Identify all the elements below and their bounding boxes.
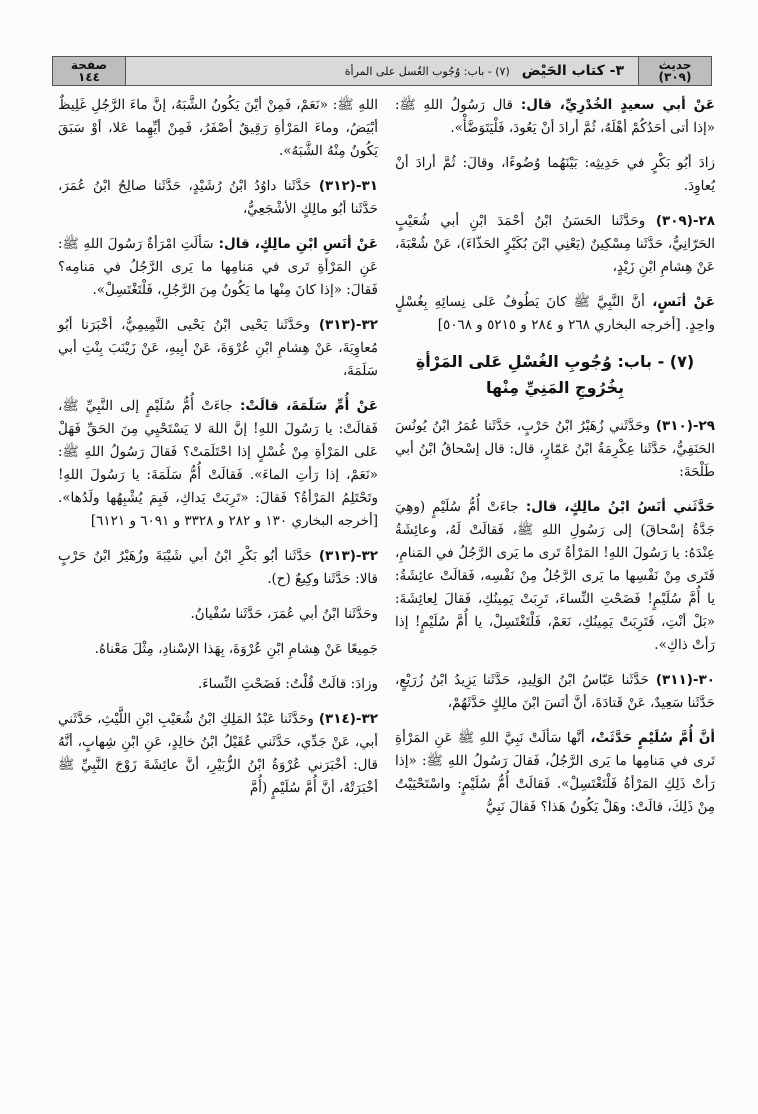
paragraph-text: جاءَتْ أُمُّ سُلَيْمٍ (وهِيَ جَدَّةُ إسْحاقَ) إلى رَسُولِ اللهِ ﷺ، فَقالَتْ لَهُ، وعائِشَةُ عِنْدَهُ: يا رَسُولَ اللهِ! المَرْأةُ تَرى ما يَرى الرَّجُلُ في المَنامِ، فَتَرى مِنْ نَفْسِها ما يَرى الرَّجُلُ مِنْ نَفْسِه، فَقالَتْ عائِشَةُ: يا أُمَّ سُلَيْمٍ! فَضَحْتِ النِّساءَ، تَرِبَتْ يَمِينُكِ، فَقالَ لِعائِشَةَ: «بَلْ أنْتِ، فَتَرِبَتْ يَمِينُكِ، نَعَمْ، فَلْتَغْتَسِلْ، يا أُمَّ سُلَيْمٍ! إذا رَأتْ ذاكِ». [395,499,715,653]
chapter-heading [395,349,715,401]
hadith-paragraph [58,638,378,661]
hadith-paragraph [58,233,378,302]
hadith-paragraph [395,496,715,657]
page-header [52,56,712,86]
bab-title: (٧) - باب: وُجُوب الغُسل على المرأة [344,64,510,78]
paragraph-lead: عَنْ أُمِّ سَلَمَةَ، قالَتْ: [232,398,379,414]
hadith-paragraph [395,415,715,484]
paragraph-text: جاءَتْ أُمُّ سُلَيْمٍ إلى النَّبِيِّ ﷺ، فَقالَتْ: يا رَسُولَ اللهِ! إنَّ اللهَ لا يَسْتَحْيِي مِنَ الحَقِّ فَهَلْ عَلى المَرْأةِ مِنْ غُسْلٍ إذا احْتَلَمَتْ؟ فَقالَ رَسُولُ اللهِ ﷺ: «نَعَمْ، إذا رَأتِ الماءَ». فَقالَتْ أُمُّ سَلَمَةَ: يا رَسُولَ اللهِ! وتَحْتَلِمُ المَرْأةُ؟ فَقالَ: «تَرِبَتْ يَداكِ، فَبِمَ يُشْبِهُها ولَدُها». [أخرجه البخاري ١٣٠ و ٢٨٢ و ٣٣٢٨ و ٦٠٩١ و ٦١٢١] [58,398,378,529]
paragraph-text: حَدَّثَنا داوُدُ ابْنُ رُشَيْدٍ، حَدَّثَنا صالِحُ ابْنُ عُمَرَ، حَدَّثَنا أبُو مالِكٍ الأشْجَعِيُّ، [58,178,378,217]
paragraph-text: جَمِيعًا عَنْ هِشامِ ابْنِ عُرْوَةَ، بِهَذا الإسْنادِ، مِثْلَ مَعْناهُ. [94,641,378,657]
hadith-paragraph [395,669,715,715]
page-label: صفحة [70,58,108,72]
paragraph-text: قال رَسُولُ اللهِ ﷺ: «إذا أتى أحَدُكُمْ أهْلَهُ، ثُمَّ أرادَ أنْ يَعُودَ، فَلْيَتَوَضَّأْ». [395,97,715,136]
hadith-paragraph [58,314,378,383]
paragraph-lead: ٣٠-(٣١١) [648,672,716,688]
paragraph-text: حَدَّثَنا عَبّاسُ ابْنُ الوَلِيدِ، حَدَّثَنا يَزِيدُ ابْنُ زُرَيْعٍ، حَدَّثَنا سَعِيدٌ، عَنْ قَتادَةَ، أنَّ أنَسَ ابْنَ مالِكٍ حَدَّثَهُمْ، [395,672,715,711]
hadith-paragraph [58,395,378,533]
paragraph-text: (٧) - باب: وُجُوبِ الغُسْلِ عَلى المَرْأةِ بِخُرُوجِ المَنِيِّ مِنْها [415,352,695,397]
paragraph-lead: ٣٢-(٣١٣) [311,548,379,564]
hadith-paragraph [395,94,715,140]
paragraph-lead: عَنْ أنَسٍ، [644,294,715,310]
hadith-paragraph [395,727,715,819]
paragraph-lead: عَنْ أنَسِ ابْنِ مالِكٍ، قال: [213,236,378,252]
paragraph-lead: حَدَّثَني أنَسُ ابْنُ مالِكٍ، قال: [518,499,716,515]
paragraph-text: وزادَ: قالَتْ قُلْتُ: فَضَحْتِ النِّساءَ. [197,676,378,692]
paragraph-text: حَدَّثَنا أبُو بَكْرِ ابْنُ أبي شَيْبَةَ وزُهَيْرُ ابْنُ حَرْبٍ قالا: حَدَّثَنا وكِيعٌ (ح). [58,548,378,587]
paragraph-text: وحَدَّثَنا عَبْدُ المَلِكِ ابْنُ شُعَيْبِ ابْنِ اللَّيْثِ، حَدَّثَني أبي، عَنْ جَدِّي، حَدَّثَني عُقَيْلُ ابْنُ خالِدٍ، عَنِ ابْنِ شِهابٍ، أنَّهُ قال: أخْبَرَني عُرْوَةُ ابْنُ الزُّبَيْرِ، أنَّ عائِشَةَ زَوْجَ النَّبِيِّ ﷺ أخْبَرَتْهُ، أنَّ أُمَّ سُلَيْمٍ (أُمَّ [58,711,378,796]
hadith-label: حديث [658,58,692,72]
hadith-paragraph [395,152,715,198]
paragraph-text: أنَّها سَألَتْ نَبِيَّ اللهِ ﷺ عَنِ المَرْأةِ تَرى في مَنامِها ما يَرى الرَّجُلُ، فَقالَ رَسُولُ اللهِ ﷺ: «إذا رَأتْ ذَلِكِ المَرْأةُ فَلْتَغْتَسِلْ». فَقالَتْ أُمُّ سُلَيْمٍ: واسْتَحْيَيْتُ مِنْ ذَلِكَ، قالَتْ: وهَلْ يَكُونُ هَذا؟ فَقالَ نَبِيُّ [395,730,715,815]
hadith-paragraph [58,673,378,696]
hadith-number-box [638,57,711,85]
right-column [395,94,715,831]
paragraph-text: أنَّ النَّبِيَّ ﷺ كانَ يَطُوفُ عَلى نِسائِهِ بِغُسْلٍ واحِدٍ. [أخرجه البخاري ٢٦٨ و ٢٨٤ و ٥٢١٥ و ٥٠٦٨] [395,294,715,333]
hadith-paragraph [58,94,378,163]
paragraph-text: وحَدَّثَنا يَحْيى ابْنُ يَحْيى التَّمِيمِيُّ، أخْبَرَنا أبُو مُعاوِيَةَ، عَنْ هِشامِ ابْنِ عُرْوَةَ، عَنْ أبِيهِ، عَنْ زَيْنَبَ بِنْتِ أبي سَلَمَةَ، [58,317,378,379]
hadith-paragraph [395,291,715,337]
hadith-paragraph [58,175,378,221]
hadith-number: (٣٠٩) [658,70,692,84]
paragraph-text: سَألَتِ امْرَأةٌ رَسُولَ اللهِ ﷺ: عَنِ المَرْأةِ تَرى في مَنامِها ما يَرى الرَّجُلُ في مَنامِه؟ فَقالَ: «إذا كانَ مِنْها ما يَكُونُ مِنَ الرَّجُلِ، فَلْتَغْتَسِلْ». [58,236,378,298]
page-number-box [53,57,126,85]
book-title: ٣- كتاب الحَيْض [521,63,624,79]
paragraph-lead: ٣٢-(٣١٤) [313,711,378,727]
paragraph-lead: ٢٩-(٣١٠) [649,418,715,434]
hadith-paragraph [58,603,378,626]
page-number: ١٤٤ [78,70,100,84]
header-titles [126,63,638,79]
paragraph-lead: ٣٢-(٣١٣) [309,317,378,333]
paragraph-lead: ٢٨-(٣٠٩) [645,213,715,229]
left-column [58,94,378,812]
hadith-paragraph [58,545,378,591]
paragraph-lead: ٣١-(٣١٢) [311,178,379,194]
paragraph-text: وحَدَّثَنا ابْنُ أبي عُمَرَ، حَدَّثَنا سُفْيانُ. [190,606,378,622]
hadith-paragraph [58,708,378,800]
paragraph-text: وحَدَّثَني زُهَيْرُ ابْنُ حَرْبٍ، حَدَّثَنا عُمَرُ ابْنُ يُونُسَ الحَنَفِيُّ، حَدَّثَنا عِكْرِمَةُ ابْنُ عَمّارٍ، قال: قال إسْحاقُ ابْنُ أبي طَلْحَةَ: [395,418,715,480]
paragraph-lead: أنَّ أُمَّ سُلَيْمٍ حَدَّثَتْ، [584,730,715,746]
hadith-paragraph [395,210,715,279]
paragraph-text: وحَدَّثَنا الحَسَنُ ابْنُ أحْمَدَ ابْنِ أبي شُعَيْبٍ الحَرّانِيُّ، حَدَّثَنا مِسْكِينٌ (يَعْنِي ابْنَ بُكَيْرٍ الحَذّاءَ)، عَنْ شُعْبَةَ، عَنْ هِشامِ ابْنِ زَيْدٍ، [395,213,715,275]
paragraph-lead: عَنْ أبي سعيدٍ الخُدْرِيِّ، قال: [512,97,715,113]
paragraph-text: اللهِ ﷺ: «نَعَمْ، فَمِنْ أيْنَ يَكُونُ الشَّبَهُ، إنَّ ماءَ الرَّجُلِ غَلِيظٌ أبْيَضُ، وماءَ المَرْأةِ رَقِيقٌ أصْفَرُ، فَمِنْ أيِّهِما عَلا، أوْ سَبَقَ يَكُونُ مِنْهُ الشَّبَهُ». [58,97,378,159]
paragraph-text: زادَ أبُو بَكْرٍ في حَدِيثِه: بَيْنَهُما وُضُوءًا، وقالَ: ثُمَّ أرادَ أنْ يُعاوِدَ. [395,155,715,194]
